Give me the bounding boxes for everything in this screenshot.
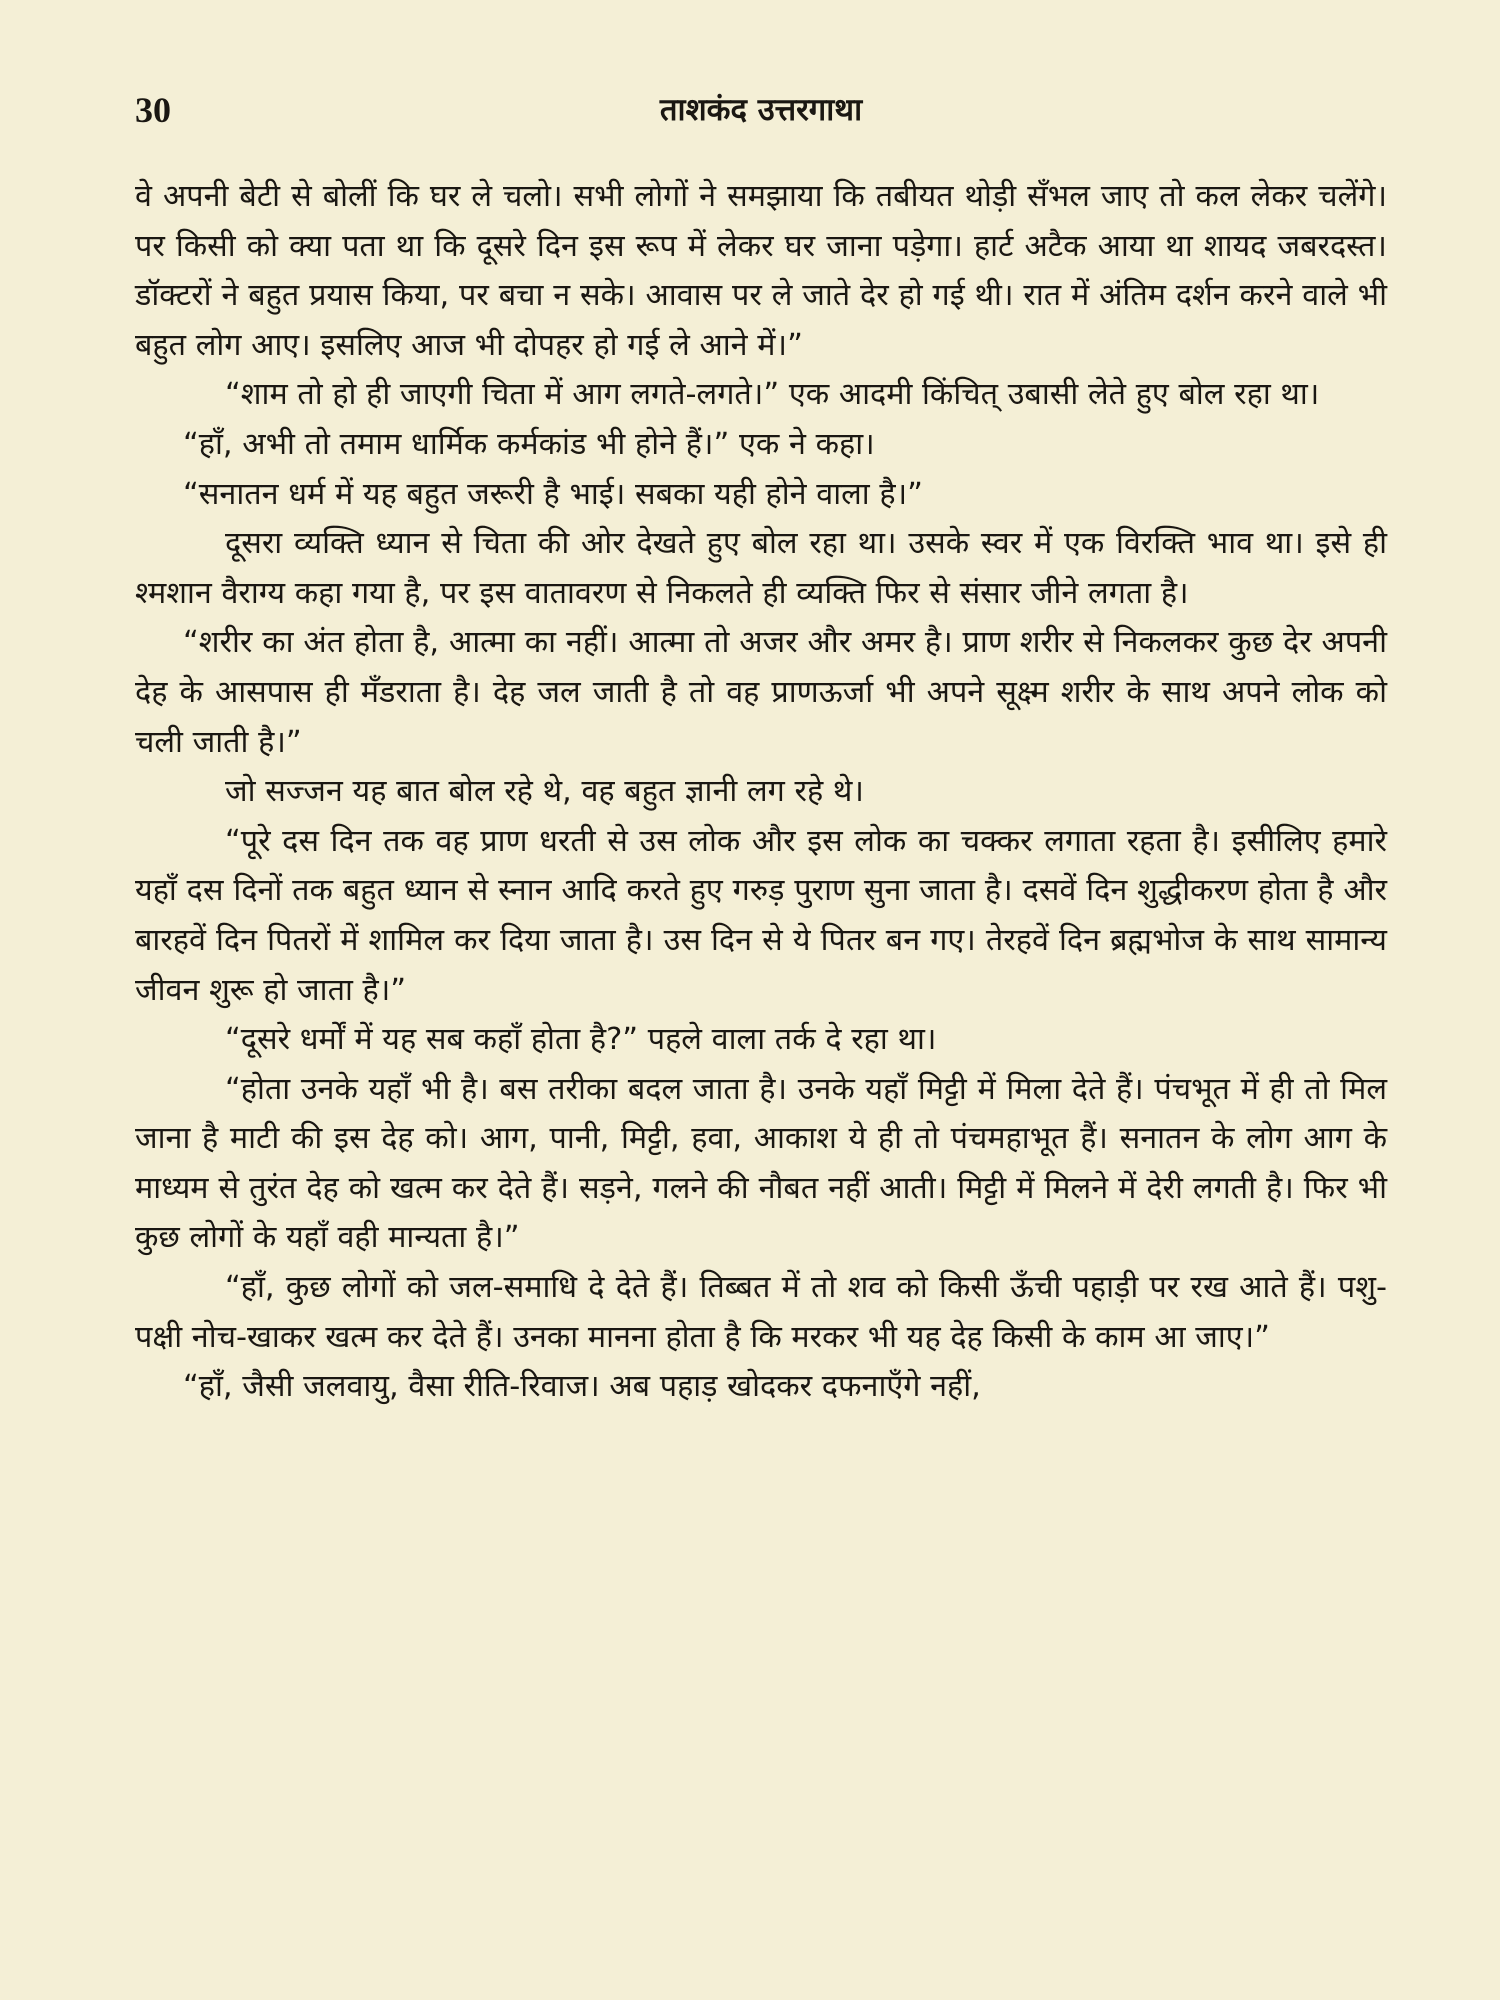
paragraph: “होता उनके यहाँ भी है। बस तरीका बदल जाता है। उनके यहाँ मिट्टी में मिला देते हैं। पंचभूत में ही तो मिल जाना है माटी की इस देह को। आग, पानी, मिट्टी, हवा, आकाश ये ही तो पंचमहाभूत हैं। सनातन के लोग आग के माध्यम से तुरंत देह को खत्म कर देते हैं। सड़ने, गलने की नौबत नहीं आती। मिट्टी में मिलने में देरी लगती है। फिर भी कुछ लोगों के यहाँ वही मान्यता है।” bbox=[135, 1071, 1387, 1256]
paragraph: “सनातन धर्म में यह बहुत जरूरी है भाई। सबका यही होने वाला है।” bbox=[183, 476, 923, 512]
paragraph: “हाँ, जैसी जलवायु, वैसा रीति-रिवाज। अब पहाड़ खोदकर दफनाएँगे नहीं, bbox=[183, 1369, 981, 1405]
running-title: ताशकंद उत्तरगाथा bbox=[659, 92, 863, 128]
paragraph: “शाम तो हो ही जाएगी चिता में आग लगते-लगते।” एक आदमी किंचित् उबासी लेते हुए बोल रहा था। bbox=[225, 377, 1320, 413]
page-number: 30 bbox=[135, 90, 171, 130]
body-text bbox=[135, 172, 1387, 1412]
paragraph: “दूसरे धर्मों में यह सब कहाँ होता है?” पहले वाला तर्क दे रहा था। bbox=[225, 1022, 937, 1058]
paragraph: “पूरे दस दिन तक वह प्राण धरती से उस लोक और इस लोक का चक्कर लगाता रहता है। इसीलिए हमारे यहाँ दस दिनों तक बहुत ध्यान से स्नान आदि करते हुए गरुड़ पुराण सुना जाता है। दसवें दिन शुद्धीकरण होता है और बारहवें दिन पितरों में शामिल कर दिया जाता है। उस दिन से ये पितर बन गए। तेरहवें दिन ब्रह्मभोज के साथ सामान्य जीवन शुरू हो जाता है।” bbox=[135, 823, 1387, 1008]
page-header bbox=[135, 88, 1387, 132]
paragraph: जो सज्जन यह बात बोल रहे थे, वह बहुत ज्ञानी लग रहे थे। bbox=[225, 774, 864, 810]
paragraph: दूसरा व्यक्ति ध्यान से चिता की ओर देखते हुए बोल रहा था। उसके स्वर में एक विरक्ति भाव था। इसे ही श्मशान वैराग्य कहा गया है, पर इस वातावरण से निकलते ही व्यक्ति फिर से संसार जीने लगता है। bbox=[135, 526, 1387, 611]
paragraph: वे अपनी बेटी से बोलीं कि घर ले चलो। सभी लोगों ने समझाया कि तबीयत थोड़ी सँभल जाए तो कल लेकर चलेंगे। पर किसी को क्या पता था कि दूसरे दिन इस रूप में लेकर घर जाना पड़ेगा। हार्ट अटैक आया था शायद जबरदस्त। डॉक्टरों ने बहुत प्रयास किया, पर बचा न सके। आवास पर ले जाते देर हो गई थी। रात में अंतिम दर्शन करने वाले भी बहुत लोग आए। इसलिए आज भी दोपहर हो गई ले आने में।” bbox=[135, 179, 1387, 363]
paragraph: “शरीर का अंत होता है, आत्मा का नहीं। आत्मा तो अजर और अमर है। प्राण शरीर से निकलकर कुछ देर अपनी देह के आसपास ही मँडराता है। देह जल जाती है तो वह प्राणऊर्जा भी अपने सूक्ष्म शरीर के साथ अपने लोक को चली जाती है।” bbox=[135, 625, 1387, 760]
paragraph: “हाँ, अभी तो तमाम धार्मिक कर्मकांड भी होने हैं।” एक ने कहा। bbox=[183, 426, 875, 462]
paragraph: “हाँ, कुछ लोगों को जल-समाधि दे देते हैं। तिब्बत में तो शव को किसी ऊँची पहाड़ी पर रख आते हैं। पशु-पक्षी नोच-खाकर खत्म कर देते हैं। उनका मानना होता है कि मरकर भी यह देह किसी के काम आ जाए।” bbox=[135, 1270, 1387, 1355]
